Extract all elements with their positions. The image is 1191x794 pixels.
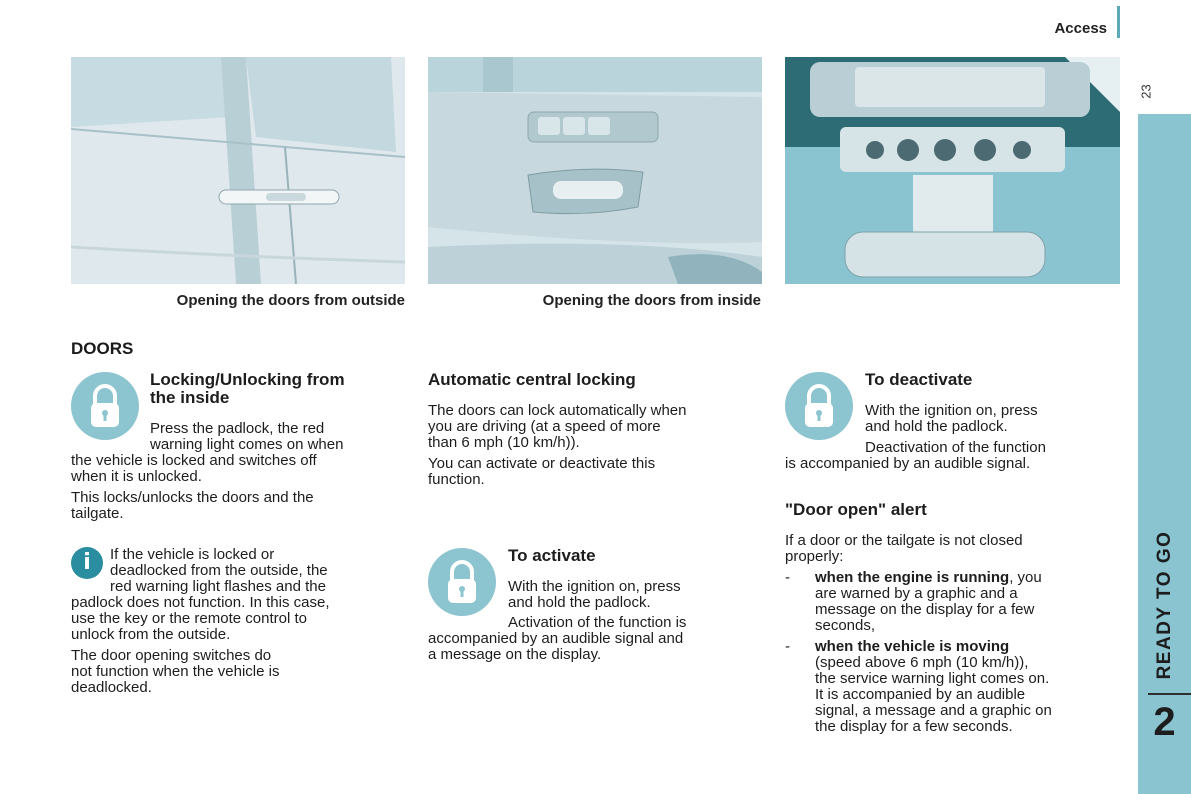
auto-locking-heading: Automatic central locking [428, 370, 636, 389]
figure-interior-door-panel [428, 57, 762, 284]
page-number: 23 [1138, 84, 1154, 99]
activate-line: accompanied by an audible signal and [428, 630, 684, 647]
deactivate-line: is accompanied by an audible signal. [785, 455, 1031, 472]
header-divider [1117, 6, 1120, 38]
activate-line: and hold the padlock. [508, 594, 651, 611]
door-alert-line: seconds, [815, 617, 876, 634]
list-bullet: - [785, 638, 790, 655]
deactivate-line: and hold the padlock. [865, 418, 1008, 435]
auto-locking-line: function. [428, 471, 485, 488]
locking-para-line: tailgate. [71, 505, 124, 522]
info-icon: i [71, 547, 103, 579]
chapter-number: 2 [1153, 700, 1176, 744]
locking-para-line: the vehicle is locked and switches off [71, 452, 317, 469]
door-alert-item-moving: when the vehicle is moving [815, 638, 1010, 655]
note-line: If the vehicle is locked or [110, 546, 275, 563]
chapter-tab [1138, 114, 1191, 794]
door-alert-line: signal, a message and a graphic on [815, 702, 1052, 719]
auto-locking-line: than 6 mph (10 km/h)). [428, 434, 580, 451]
figure-caption-outside: Opening the doors from outside [176, 292, 405, 309]
note-line: use the key or the remote control to [71, 610, 307, 627]
auto-locking-line: You can activate or deactivate this [428, 455, 656, 472]
note-line: deadlocked. [71, 679, 152, 696]
note-line: deadlocked from the outside, the [110, 562, 328, 579]
door-alert-item-engine: when the engine is running, you [815, 569, 1042, 586]
padlock-icon [785, 372, 853, 440]
figure-caption-inside: Opening the doors from inside [542, 292, 761, 309]
list-bullet: - [785, 569, 790, 586]
door-alert-line: are warned by a graphic and a [815, 585, 1018, 602]
locking-para-line: Press the padlock, the red [150, 420, 325, 437]
note-line: unlock from the outside. [71, 626, 231, 643]
locking-para-line: warning light comes on when [150, 436, 344, 453]
activate-line: a message on the display. [428, 646, 602, 663]
note-line: not function when the vehicle is [71, 663, 280, 680]
locking-para-line: when it is unlocked. [71, 468, 202, 485]
door-alert-line: (speed above 6 mph (10 km/h)), [815, 654, 1029, 671]
activate-line: With the ignition on, press [508, 578, 681, 595]
locking-heading: Locking/Unlocking from the inside [150, 370, 345, 407]
note-line: red warning light flashes and the [110, 578, 326, 595]
door-alert-heading: "Door open" alert [785, 500, 927, 519]
figure-roof-console [785, 57, 1120, 284]
padlock-icon [71, 372, 139, 440]
activate-heading: To activate [508, 546, 596, 565]
locking-para-line: This locks/unlocks the doors and the [71, 489, 314, 506]
section-title: DOORS [71, 339, 134, 358]
activate-line: Activation of the function is [508, 614, 687, 631]
door-alert-line: the service warning light comes on. [815, 670, 1050, 687]
padlock-icon [428, 548, 496, 616]
figure-exterior-door-handle [71, 57, 405, 284]
note-line: padlock does not function. In this case, [71, 594, 330, 611]
door-alert-line: properly: [785, 548, 844, 565]
running-header: Access [1054, 20, 1107, 37]
note-line: The door opening switches do [71, 647, 272, 664]
door-alert-line: If a door or the tailgate is not closed [785, 532, 1023, 549]
door-alert-line: message on the display for a few [815, 601, 1035, 618]
deactivate-line: Deactivation of the function [865, 439, 1046, 456]
deactivate-heading: To deactivate [865, 370, 973, 389]
door-alert-line: the display for a few seconds. [815, 718, 1013, 735]
deactivate-line: With the ignition on, press [865, 402, 1038, 419]
auto-locking-line: The doors can lock automatically when [428, 402, 687, 419]
chapter-divider [1148, 693, 1191, 695]
chapter-title: READY TO GO [1153, 530, 1175, 680]
auto-locking-line: you are driving (at a speed of more [428, 418, 661, 435]
door-alert-line: It is accompanied by an audible [815, 686, 1026, 703]
